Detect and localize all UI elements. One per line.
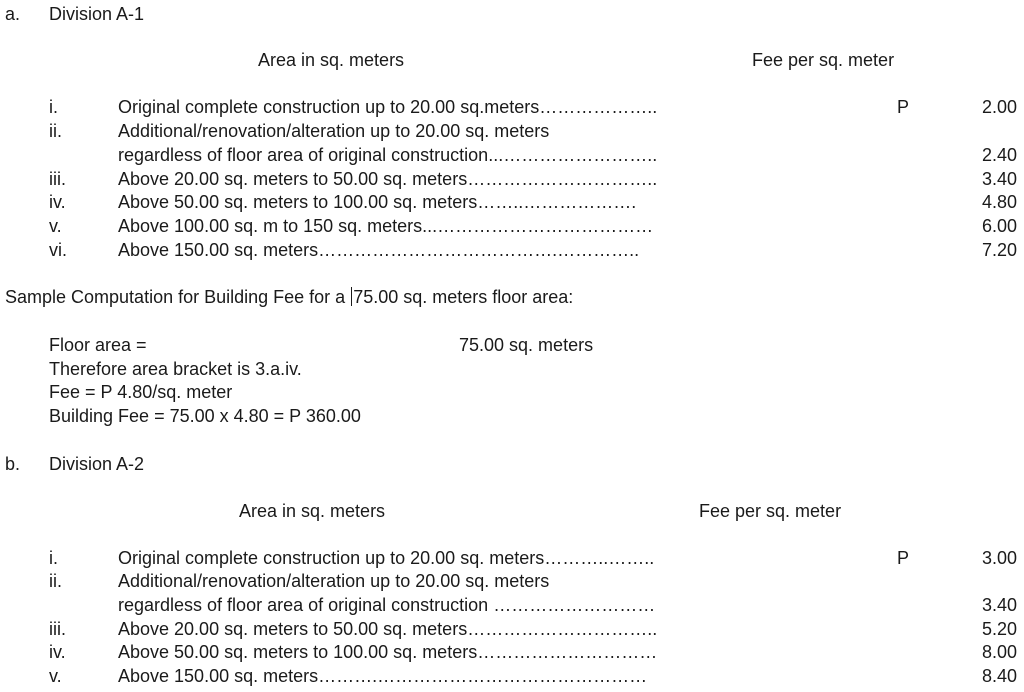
row-number: v. (49, 666, 62, 686)
section-b-marker: b. (5, 454, 21, 474)
fee-text: Fee = P 4.80/sq. meter (49, 382, 233, 402)
row-number: iii. (49, 619, 66, 639)
section-b-col-area: Area in sq. meters (239, 501, 386, 521)
row-number: i. (49, 97, 58, 117)
row-number: i. (49, 548, 58, 568)
row-description: Above 50.00 sq. meters to 100.00 sq. meters……..………………. (118, 192, 637, 212)
table-row (0, 95, 1024, 119)
row-fee: 3.40 (981, 169, 1017, 189)
area-bracket-text: Therefore area bracket is 3.a.iv. (49, 359, 302, 379)
table-row (0, 143, 1024, 167)
table-row (0, 546, 1024, 570)
row-fee: 2.00 (981, 97, 1017, 117)
section-b-title: Division A-2 (49, 454, 145, 474)
table-row (0, 238, 1024, 262)
table-row (0, 214, 1024, 238)
row-fee: 8.00 (981, 642, 1017, 662)
building-fee-text: Building Fee = 75.00 x 4.80 = P 360.00 (49, 406, 361, 426)
table-row (0, 617, 1024, 641)
row-description: Above 150.00 sq. meters………………………………….………….. (118, 240, 640, 260)
section-b-col-fee: Fee per sq. meter (699, 501, 842, 521)
row-description: Above 20.00 sq. meters to 50.00 sq. meters………………………….. (118, 169, 658, 189)
currency-symbol: P (897, 548, 910, 568)
row-description: Additional/renovation/alteration up to 20.00 sq. meters (118, 121, 550, 141)
row-fee: 4.80 (981, 192, 1017, 212)
row-description: Above 100.00 sq. m to 150 sq. meters...……………………………… (118, 216, 654, 236)
row-number: iv. (49, 642, 66, 662)
section-a-col-area: Area in sq. meters (258, 50, 405, 70)
row-number: v. (49, 216, 62, 236)
sample-heading (5, 285, 573, 309)
table-row (0, 119, 1024, 143)
row-number: ii. (49, 121, 62, 141)
row-number: ii. (49, 571, 62, 591)
floor-area-label: Floor area = (49, 335, 147, 355)
row-description: regardless of floor area of original construction ……………………… (118, 595, 656, 615)
floor-area-value: 75.00 sq. meters (459, 335, 594, 355)
table-row (0, 569, 1024, 593)
row-description: Above 20.00 sq. meters to 50.00 sq. meters………………………….. (118, 619, 658, 639)
row-fee: 8.40 (981, 666, 1017, 686)
currency-symbol: P (897, 97, 910, 117)
table-row (0, 190, 1024, 214)
row-fee: 2.40 (981, 145, 1017, 165)
sample-heading-text-end: 75.00 sq. meters floor area: (353, 287, 574, 307)
row-description: Above 50.00 sq. meters to 100.00 sq. meters………………………… (118, 642, 658, 662)
row-number: iv. (49, 192, 66, 212)
row-fee: 3.40 (981, 595, 1017, 615)
table-row (0, 167, 1024, 191)
row-number: vi. (49, 240, 67, 260)
row-description: Original complete construction up to 20.00 sq. meters………..…….. (118, 548, 655, 568)
row-fee: 6.00 (981, 216, 1017, 236)
row-description: regardless of floor area of original construction...…………………….. (118, 145, 658, 165)
table-row (0, 664, 1024, 688)
row-description: Additional/renovation/alteration up to 20.00 sq. meters (118, 571, 550, 591)
section-a-col-fee: Fee per sq. meter (752, 50, 895, 70)
table-row (0, 640, 1024, 664)
row-description: Above 150.00 sq. meters……….……………………………………… (118, 666, 648, 686)
row-fee: 3.00 (981, 548, 1017, 568)
section-a-marker: a. (5, 4, 21, 24)
row-fee: 5.20 (981, 619, 1017, 639)
section-a-title: Division A-1 (49, 4, 145, 24)
sample-heading-text: Sample Computation for Building Fee for a (5, 287, 351, 307)
row-description: Original complete construction up to 20.00 sq.meters……………….. (118, 97, 658, 117)
table-row (0, 593, 1024, 617)
row-number: iii. (49, 169, 66, 189)
row-fee: 7.20 (981, 240, 1017, 260)
